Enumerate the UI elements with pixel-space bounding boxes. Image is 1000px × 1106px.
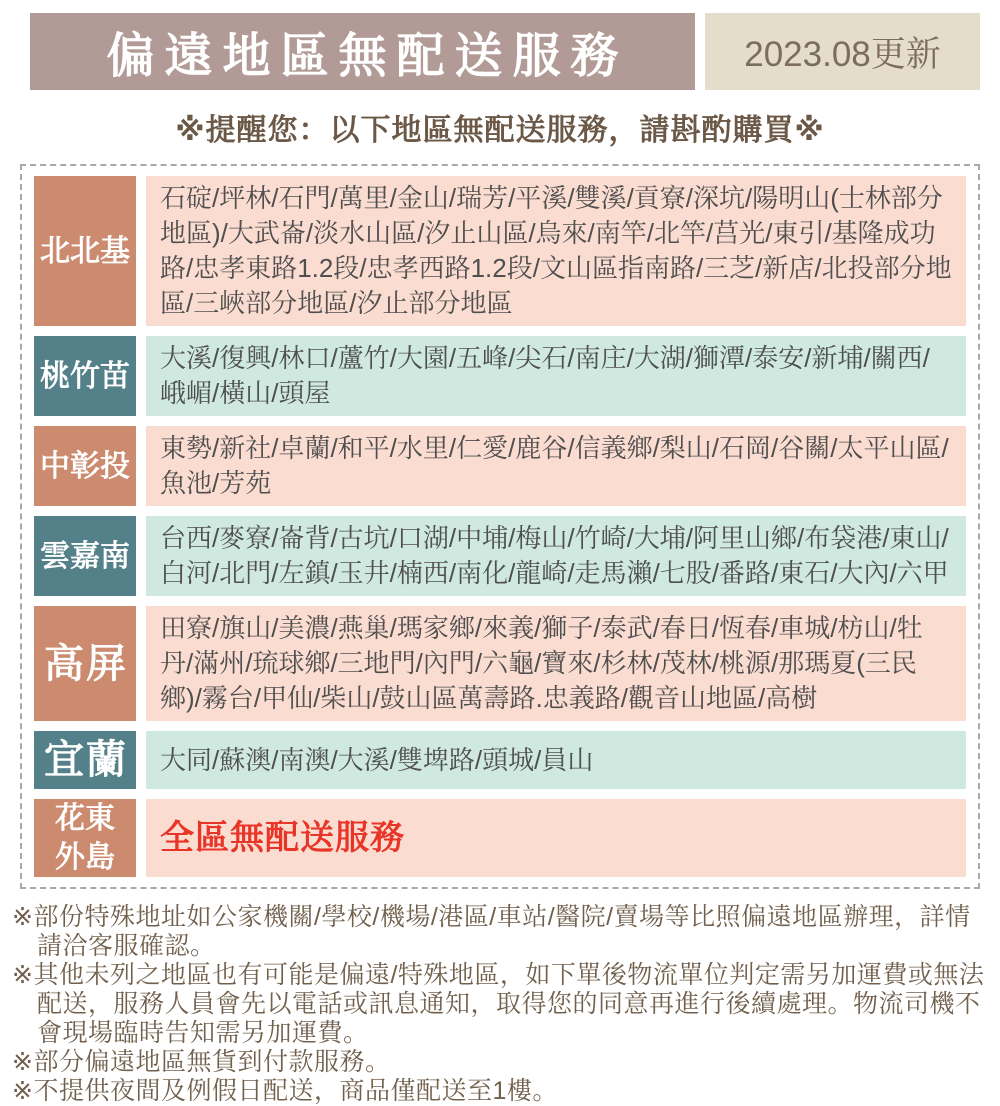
table-row-taoyuan-hsinchu-miaoli [34, 336, 966, 416]
page-title: 偏遠地區無配送服務 [30, 13, 695, 90]
update-date-badge: 2023.08更新 [705, 13, 980, 90]
table-row-yilan [34, 731, 966, 789]
region-table [20, 164, 980, 889]
region-areas: 台西/麥寮/崙背/古坑/口湖/中埔/梅山/竹崎/大埔/阿里山鄉/布袋港/東山/白河/北門/左鎮/玉井/楠西/南化/龍崎/走馬瀨/七股/番路/東石/大內/六甲 [146, 516, 966, 596]
table-row-yunlin-chiayi-tainan [34, 516, 966, 596]
region-areas: 大同/蘇澳/南澳/大溪/雙埤路/頭城/員山 [146, 731, 966, 789]
region-areas: 東勢/新社/卓蘭/和平/水里/仁愛/鹿谷/信義鄉/梨山/石岡/谷關/太平山區/魚池/芳苑 [146, 426, 966, 506]
region-label: 雲嘉南 [34, 516, 136, 596]
footnotes [12, 903, 988, 1106]
region-label: 中彰投 [34, 426, 136, 506]
footnote-special-address: ※部份特殊地址如公家機關/學校/機場/港區/車站/醫院/賣場等比照偏遠地區辦理，詳情請洽客服確認。 [12, 903, 971, 960]
table-row-central [34, 426, 966, 506]
table-row-hualien-taitung-islands [34, 799, 966, 877]
region-areas: 石碇/坪林/石門/萬里/金山/瑞芳/平溪/雙溪/貢寮/深坑/陽明山(士林部分地區)/大武崙/淡水山區/汐止山區/烏來/南竿/北竿/莒光/東引/基隆成功路/忠孝東路1.2段/忠孝西路1.2段/文山區指南路/三芝/新店/北投部分地區/三峽部分地區/汐止部分地區 [146, 176, 966, 326]
region-label: 北北基 [34, 176, 136, 326]
region-label: 高屏 [34, 606, 136, 721]
region-label: 花東 外島 [34, 799, 136, 877]
footnote-delivery-hours: ※不提供夜間及例假日配送，商品僅配送至1樓。 [12, 1077, 558, 1105]
region-label: 宜蘭 [34, 731, 136, 789]
region-label: 桃竹苗 [34, 336, 136, 416]
reminder-subtitle: ※提醒您：以下地區無配送服務，請斟酌購買※ [175, 114, 825, 147]
header [0, 0, 1000, 90]
region-areas-no-service: 全區無配送服務 [146, 799, 966, 877]
table-row-kaohsiung-pingtung [34, 606, 966, 721]
table-row-north [34, 176, 966, 326]
footnote-unlisted-areas: ※其他未列之地區也有可能是偏遠/特殊地區，如下單後物流單位判定需另加運費或無法配送，服務人員會先以電話或訊息通知，取得您的同意再進行後續處理。物流司機不會現場臨時告知需另加運費。 [12, 961, 985, 1047]
region-areas: 田寮/旗山/美濃/燕巢/瑪家鄉/來義/獅子/泰武/春日/恆春/車城/枋山/牡丹/滿州/琉球鄉/三地門/內門/六龜/寶來/杉林/茂林/桃源/那瑪夏(三民鄉)/霧台/甲仙/柴山/鼓山區萬壽路.忠義路/觀音山地區/高樹 [146, 606, 966, 721]
footnote-no-cod: ※部分偏遠地區無貨到付款服務。 [12, 1048, 391, 1076]
region-areas: 大溪/復興/林口/蘆竹/大園/五峰/尖石/南庄/大湖/獅潭/泰安/新埔/關西/峨嵋/橫山/頭屋 [146, 336, 966, 416]
